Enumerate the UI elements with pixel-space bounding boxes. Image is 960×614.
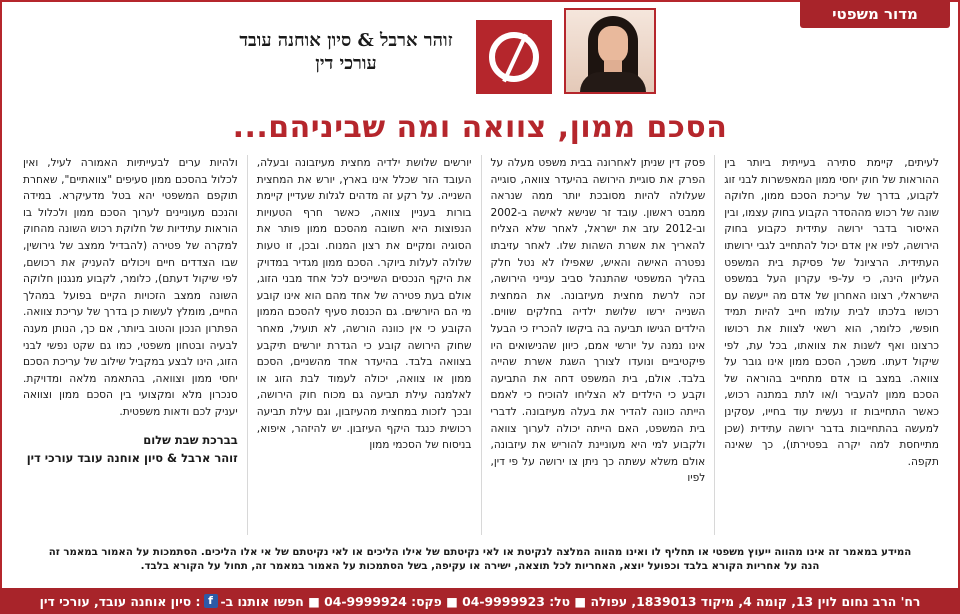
section-tab xyxy=(800,0,950,28)
author-photo xyxy=(564,8,656,94)
signoff xyxy=(23,431,238,467)
section-tab-label: מדור משפטי xyxy=(832,5,918,23)
column-text: ולהיות ערים לבעייתיות האמורה לעיל, ואין לכלול בהסכם ממון סעיפים "צוואתיים", שאחרת תוקפם המשפטי יהא בטל מדעיקרא. במידה והנכם מעוניינים לערוך הסכם ממון ולכלול בו הוראות עתידיות של חלוקת רכוש השונה מהחוק למקרה של פטירה (להבדיל ממצב של גירושין, שבו הצדדים חיים ויכולים להעניק את רכושם, לפי שיקול דעתם), כלומר, לקבוע מנגנון חלוקה השונה ממצב הזכויות הקיים בפועל במהלך החיים, מומלץ לעשות כן בדרך של עריכת צוואה. הפתרון הנכון והטוב ביותר, אם כך, הנותן מענה לבעיה ובטחון משפטי, כמו גם שקט נפשי לבני הזוג, הינו לבצע במקביל שילוב של עריכת הסכם יחסי ממון וצוואה, בהתאמה מלאה ומדויקת. סנכרון מלא ומקצועי בין הסכם ממון וצוואה יעניק לכם ודאות משפטית. xyxy=(23,157,238,418)
signoff-names: זוהר ארבל & סיון אוחנה עובד עורכי דין xyxy=(26,450,238,465)
disclaimer-line-1: המידע במאמר זה אינו מהווה ייעוץ משפטי או תחליף לו ואינו מהווה המלצה לנקיטת או לאי נקיטתם של אילו הליכים או לאי נקיטתם של אי אלו הליכים. הסתמכות על האמור במאמר זה xyxy=(48,547,912,558)
contact-footer: רח' הרב נחום לוין 13, קומה 4, מיקוד 1839013, עפולה ■ טל: 04-9999923 ■ פקס: 04-9999924 ■ חפשו אותנו ב- f : סיון אוחנה עובד, עורכי דין xyxy=(0,588,960,614)
footer-address: רח' הרב נחום לוין 13, קומה 4, מיקוד 1839013, עפולה xyxy=(590,593,921,609)
article-column-1 xyxy=(715,155,948,535)
article-column-4 xyxy=(14,155,248,535)
footer-fax: פקס: 04-9999924 xyxy=(324,593,442,609)
signoff-greeting: בברכת שבת שלום xyxy=(143,432,238,447)
author-names: זוהר ארבל & סיון אוחנה עובד xyxy=(239,30,453,51)
article-headline: הסכם ממון, צוואה ומה שביניהם... xyxy=(232,110,728,145)
article-column-2 xyxy=(482,155,716,535)
article-column-3 xyxy=(248,155,482,535)
footer-phone: טל: 04-9999923 xyxy=(462,593,571,609)
footer-firm: : סיון אוחנה עובד, עורכי דין xyxy=(39,593,201,609)
footer-social: חפשו אותנו ב- xyxy=(220,593,304,609)
column-text: פסק דין שניתן לאחרונה בבית משפט מעלה על הפרק את סוגיית הירושה בהיעדר צוואה, סוגייה שעלולה להיות מסובכת יותר ממה שנראה ממבט ראשון. עובד זר שנישא לאישה ב-2002 וב-2012 עזב את ישראל, לאחר שלא הצליח להאריך את אשרת השהות שלו. לאחר עזיבתו נפטרה האישה והאיש, שאפילו לא נטל חלק בהליך המשפטי שהתנהל סביב ענייני הירושה, זכה לרשת מחצית מעיזבונה. את המחצית השנייה ירשו שלושת ילדיה בחלקים שווים. הילדים הגישו תביעה בה ביקשו להכריז כי הבעל אינו נמנה על יורשי אמם, כיוון שהנישואים היו פיקטיביים ונועדו לצורך השגת אשרת שהייה בלבד. אולם, בית המשפט דחה את התביעה וקבע כי הילדים לא הצליחו להוכיח כי לאמם הייתה כוונה להדיר את בעלה מעיזבונה. לדברי בית המשפט, האם הייתה יכולה לערוך צוואה ולקבוע למי היא מעוניינת להוריש את עיזבונה, אולם משלא עשתה כך ניתן צו ירושה על פי דין, לפיו xyxy=(490,157,706,485)
firm-logo xyxy=(476,20,552,94)
column-text: לעיתים, קיימת סתירה בעייתית ביותר בין ההוראות של חוק יחסי ממון המאפשרות לבני זוג לקבוע, בדרך של עריכת הסכם ממון, חלוקה שונה של רכוש מההסדר הקבוע בחוק עצמו, ובין האיסור בדבר ירושה עתידית כקבוע בחוק הירושה, לפיו אין אדם יכול להתחייב לגבי ירושתו העתידית. הרציונל של פסיקת בית המשפט העליון הינה, כי על-פי עקרון העל במשפט הישראלי, רצונו האחרון של אדם מה ייעשה עם רכושו בלכתו לבית עולמו חייב להיות תמיד חופשי, כלומר, הוא רשאי לצוות את רכושו כרצונו ואף לשנות את צוואתו, בכל עת, לפי שיקול דעתו. משכך, הסכם ממון אינו גובר על צוואה. במצב בו אדם מתחייב בהוראה של הסכם ממון להעביר ו/או לתת במתנה רכוש, כאשר התחייבות זו נעשית עוד בחייו, עסקינן למעשה בהתחייבות בדבר ירושה עתידית (שכן מתייחסת למה יקרה בפטירתו), כך שאינה תקפה. xyxy=(724,157,939,468)
author-block xyxy=(226,30,466,74)
column-text: יורשים שלושת ילדיה מחצית מעיזבונה ובעלה, העובד הזר שכלל אינו בארץ, יורש את המחצית השנייה. על רקע זה מדהים לגלות שעדיין קיימת בורות בעניין צוואה, כאשר חרף הטעויות הנפוצות היא חשובה מהסכם ממון פותר את הסוגיה ומקיים את רצון המנוח. ובכן, זו טעות שלולה לעלות ביוקר. הסכם ממון מגדיר במדויק את היקף הנכסים השייכים לכל אחד מבני הזוג, אולם בעת פטירה של אחד מהם הוא אינו קובע מי הם היורשים. גם הכנסת סעיף להסכם הממון הקובע כי אין כוונה הורשה, לא תועיל, מאחר שחוק הירושה קובע כי הגדרת יורשים תיקבע בצוואה בלבד. בהיעדר אחד מהשניים, הסכם ממון או צוואה, יכולה לעמוד לבת הזוג או לאלמנה עילת תביעה גם מכוח חוק הירושה, ובכך לזכות במחצית מהעיזבון, וגם עילת תביעה רכושית כנגד היקף העיזבון. יש להיזהר, איפוא, בניסוח של הסכמי ממון xyxy=(256,157,472,452)
logo-mark-icon xyxy=(489,32,539,82)
facebook-icon[interactable]: f xyxy=(204,594,218,608)
legal-disclaimer xyxy=(0,546,960,574)
disclaimer-line-2: הנה על אחריות הקורא בלבד וכפועל יוצא, האחריות לכל תוצאה, ישירה או עקיפה, בשל הסתמכות על האמור במאמר זה, תחול על הקורא בלבד. xyxy=(140,561,820,572)
article-body xyxy=(14,155,948,535)
author-role: עורכי דין xyxy=(315,53,377,74)
